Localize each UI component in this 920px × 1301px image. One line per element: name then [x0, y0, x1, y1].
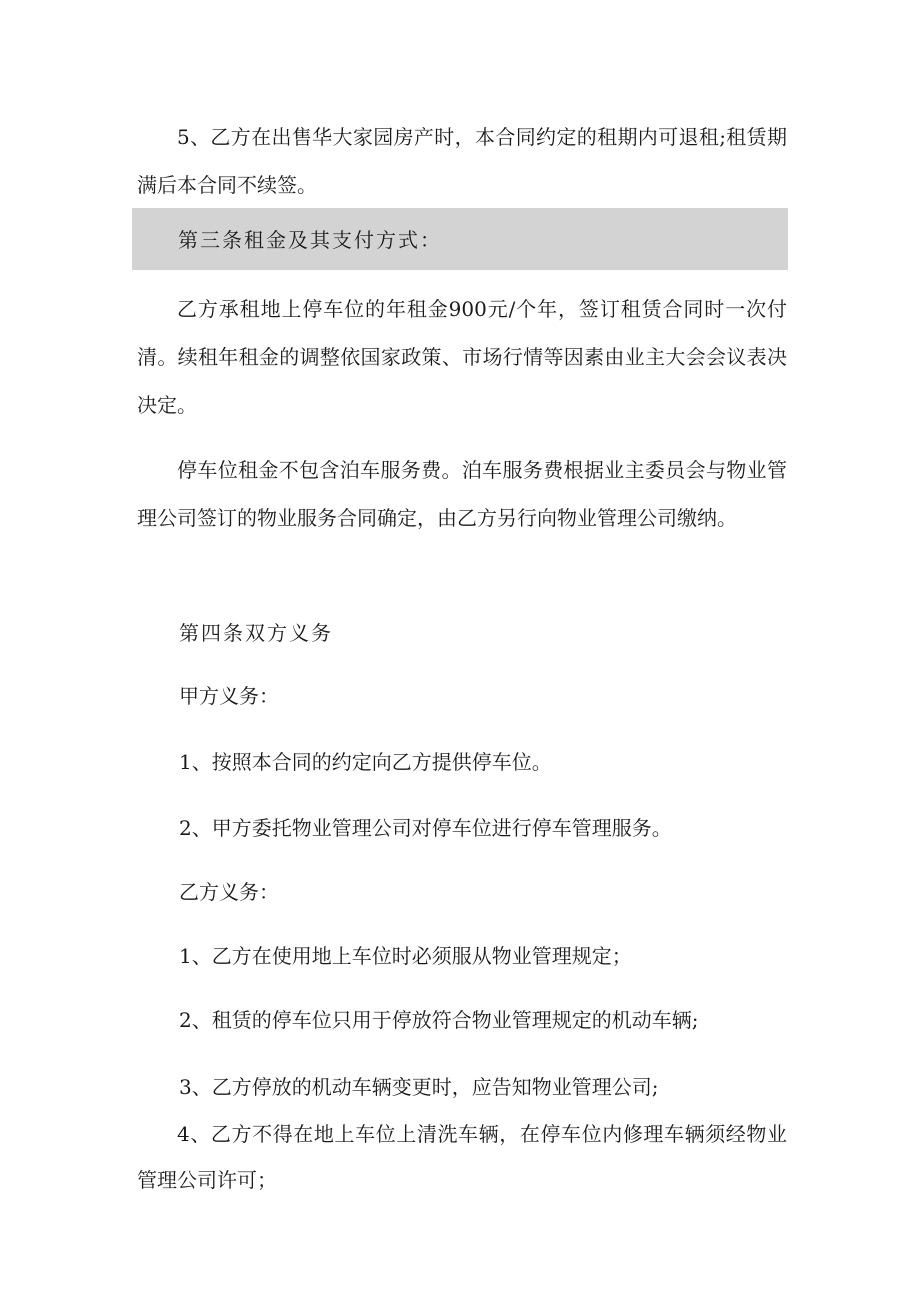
article3-heading-band: [132, 208, 788, 270]
party-a-item: 2、甲方委托物业管理公司对停车位进行停车管理服务。: [179, 816, 672, 840]
party-b-item: 1、乙方在使用地上车位时必须服从物业管理规定；: [179, 944, 632, 968]
article3-heading: 第三条租金及其支付方式：: [178, 228, 442, 252]
article4-heading: 第四条双方义务: [179, 621, 333, 645]
clause2-item5: 5、乙方在出售华大家园房产时，本合同约定的租期内可退租;租赁期满后本合同不续签。: [137, 125, 787, 197]
party-b-item: 4、乙方不得在地上车位上清洗车辆，在停车位内修理车辆须经物业管理公司许可；: [137, 1122, 787, 1192]
party-a-item: 1、按照本合同的约定向乙方提供停车位。: [179, 750, 552, 774]
party-b-label: 乙方义务：: [179, 880, 279, 904]
party-b-item: 3、乙方停放的机动车辆变更时，应告知物业管理公司;: [179, 1075, 659, 1099]
article3-paragraph-1: 乙方承租地上停车位的年租金900元/个年，签订租赁合同时一次付清。续租年租金的调整依国家政策、市场行情等因素由业主大会会议表决决定。: [137, 297, 787, 417]
article3-paragraph-2: 停车位租金不包含泊车服务费。泊车服务费根据业主委员会与物业管理公司签订的物业服务合同确定，由乙方另行向物业管理公司缴纳。: [137, 458, 787, 530]
party-a-label: 甲方义务：: [179, 684, 279, 708]
party-b-item: 2、租赁的停车位只用于停放符合物业管理规定的机动车辆;: [179, 1008, 699, 1032]
